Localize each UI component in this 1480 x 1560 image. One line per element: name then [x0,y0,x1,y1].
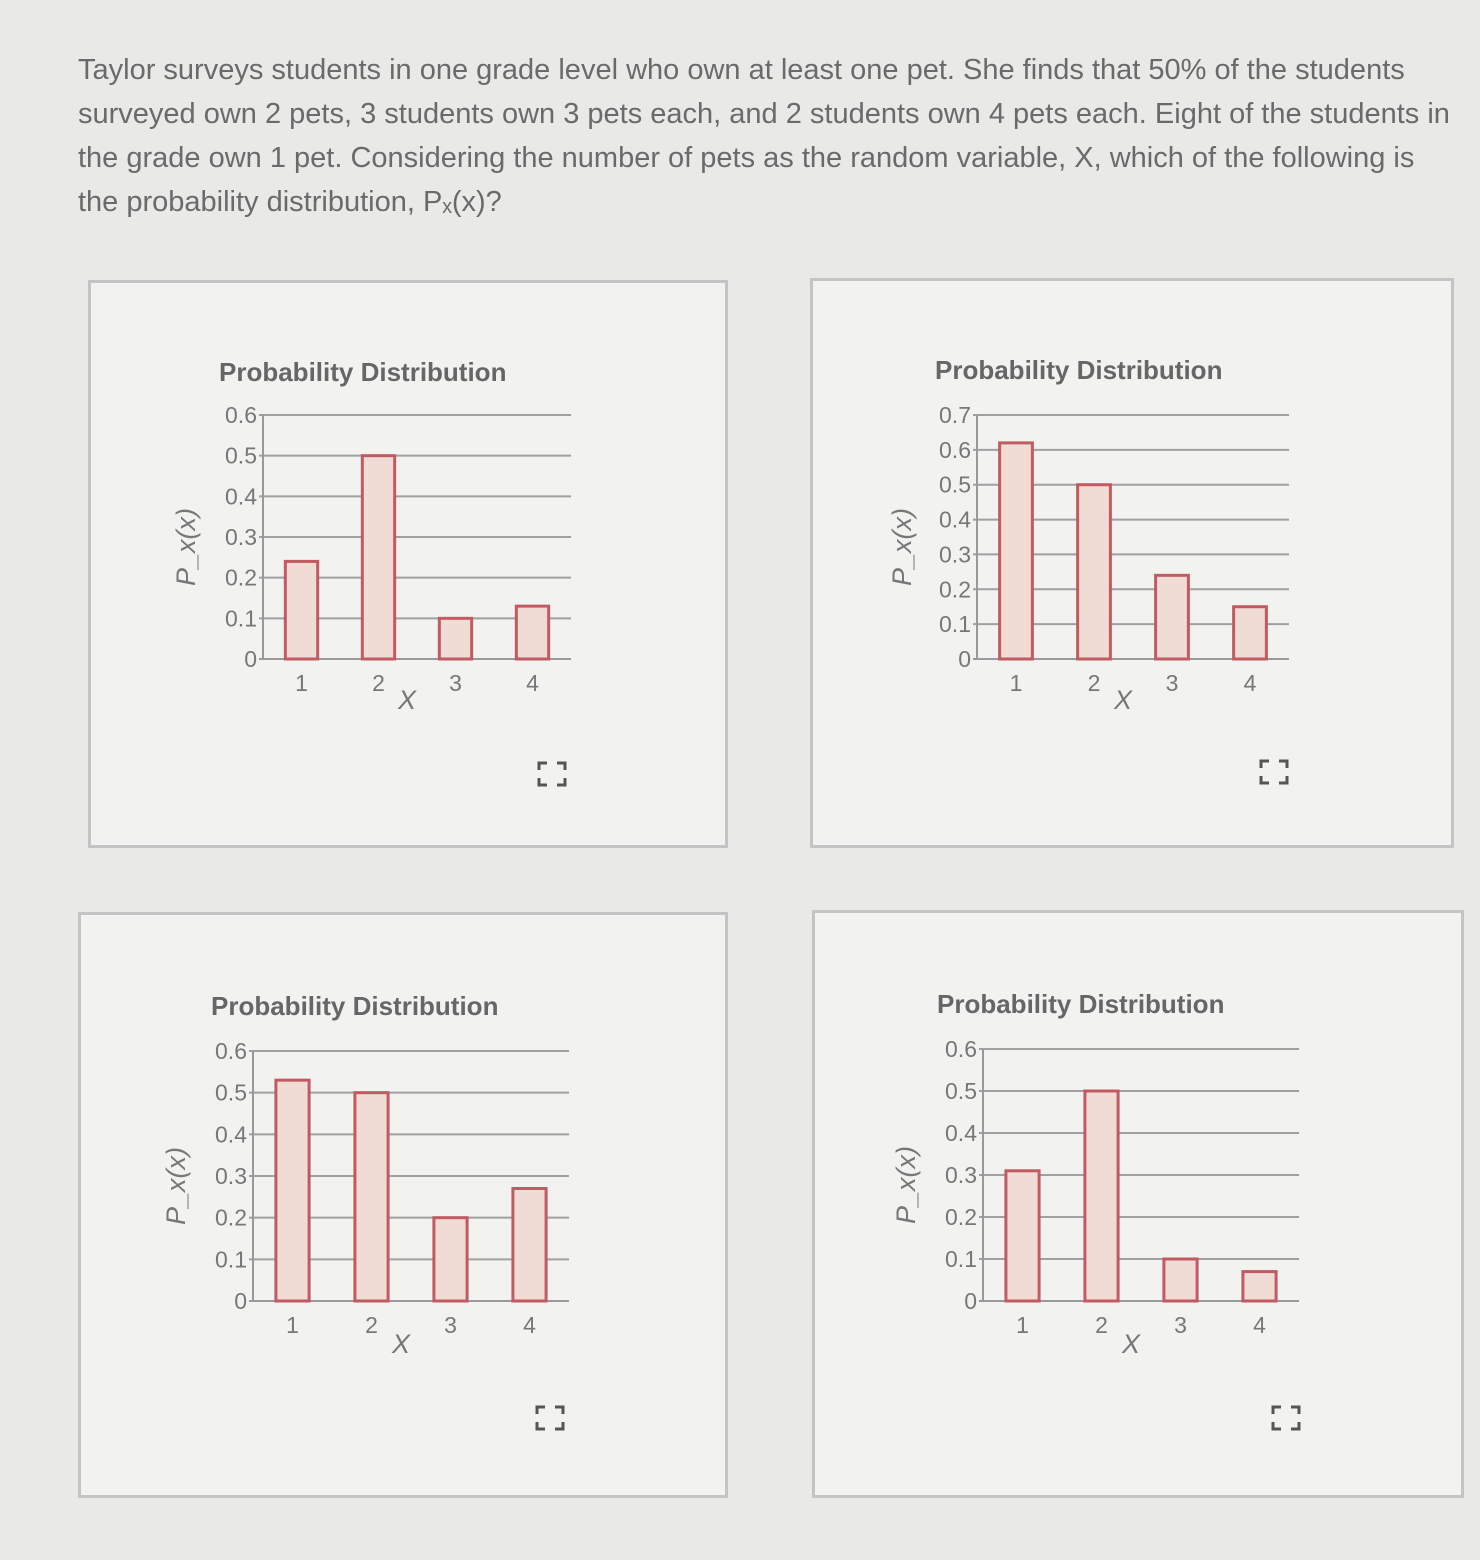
x-axis-label: X [397,685,417,715]
y-tick-label: 0.6 [225,402,257,428]
bar-2 [1078,485,1111,659]
expand-icon[interactable] [535,1405,565,1431]
bar-2 [362,456,394,659]
x-tick-label: 1 [1016,1312,1029,1338]
y-tick-label: 0.5 [939,471,971,498]
y-axis-label: P_x(x) [887,507,917,587]
x-tick-label: 2 [372,670,385,696]
x-tick-label: 1 [295,670,308,696]
y-tick-label: 0.5 [215,1079,247,1106]
y-tick-label: 0.3 [945,1162,977,1188]
y-tick-label: 0.6 [215,1038,247,1064]
chart-title: Probability Distribution [935,355,1223,385]
bar-1 [285,561,317,659]
bar-3 [439,618,471,659]
answer-option-a[interactable] [88,280,728,848]
y-tick-label: 0.2 [225,564,257,591]
y-tick-label: 0.4 [945,1120,977,1146]
x-tick-label: 2 [1095,1312,1108,1338]
x-tick-label: 4 [1253,1312,1266,1338]
expand-icon[interactable] [537,761,567,787]
answer-option-b[interactable] [810,278,1454,848]
bar-1 [276,1080,309,1301]
y-tick-label: 0.3 [225,524,257,550]
y-tick-label: 0.5 [225,442,257,469]
y-tick-label: 0.4 [225,483,257,510]
y-tick-label: 0.4 [939,506,971,533]
bar-4 [516,606,548,659]
chart-c [81,915,731,1501]
x-tick-label: 2 [1087,670,1101,696]
x-tick-label: 4 [1243,670,1257,696]
chart-title: Probability Distribution [219,357,507,387]
y-tick-label: 0.3 [215,1163,247,1189]
chart-title: Probability Distribution [937,989,1225,1019]
x-tick-label: 1 [1009,670,1023,696]
chart-d [815,913,1467,1501]
chart-b [813,281,1457,851]
y-tick-label: 0.1 [945,1246,977,1272]
x-tick-label: 4 [523,1312,536,1338]
x-tick-label: 1 [286,1312,299,1338]
y-tick-label: 0.2 [939,576,971,603]
x-tick-label: 3 [444,1312,457,1338]
expand-icon[interactable] [1271,1405,1301,1431]
y-tick-label: 0.2 [945,1204,977,1230]
x-axis-label: X [1113,685,1133,715]
y-tick-label: 0 [234,1288,247,1314]
bar-2 [355,1093,388,1301]
bar-3 [1164,1259,1197,1301]
y-axis-label: P_x(x) [161,1146,191,1226]
bar-1 [1000,443,1033,659]
y-tick-label: 0.1 [225,605,257,632]
y-tick-label: 0.6 [945,1036,977,1062]
bar-1 [1006,1171,1039,1301]
y-tick-label: 0.4 [215,1121,247,1148]
bar-3 [434,1218,467,1301]
bar-4 [1243,1272,1276,1301]
bar-4 [513,1189,546,1302]
bar-3 [1156,575,1189,659]
y-tick-label: 0 [958,646,971,672]
x-tick-label: 4 [526,670,539,696]
y-tick-label: 0.1 [939,611,971,638]
y-tick-label: 0.1 [215,1246,247,1273]
y-tick-label: 0.5 [945,1078,977,1104]
answer-option-d[interactable] [812,910,1464,1498]
question-text: Taylor surveys students in one grade level who own at least one pet. She finds that 50% of the students surveyed own 2 pets, 3 students own 3 pets each, and 2 students own 4 pets each. Eight of the students in the grade own 1 pet. Considering the number of pets as the random variable, X, which of the following is the probability distribution, Pₓ(x)? [78,54,1450,218]
x-tick-label: 2 [365,1312,378,1338]
x-axis-label: X [391,1329,411,1359]
bar-4 [1234,607,1267,659]
y-axis-label: P_x(x) [891,1145,921,1225]
bar-2 [1085,1091,1118,1301]
y-tick-label: 0.3 [939,541,971,568]
x-tick-label: 3 [449,670,462,696]
expand-icon[interactable] [1259,759,1289,785]
x-tick-label: 3 [1165,670,1179,696]
y-tick-label: 0 [964,1288,977,1314]
y-tick-label: 0 [244,646,257,672]
y-tick-label: 0.7 [939,402,971,428]
y-axis-label: P_x(x) [171,507,201,587]
answer-option-c[interactable] [78,912,728,1498]
chart-a [91,283,731,851]
x-axis-label: X [1121,1329,1141,1359]
y-tick-label: 0.2 [215,1204,247,1231]
chart-title: Probability Distribution [211,991,499,1021]
y-tick-label: 0.6 [939,436,971,463]
x-tick-label: 3 [1174,1312,1187,1338]
